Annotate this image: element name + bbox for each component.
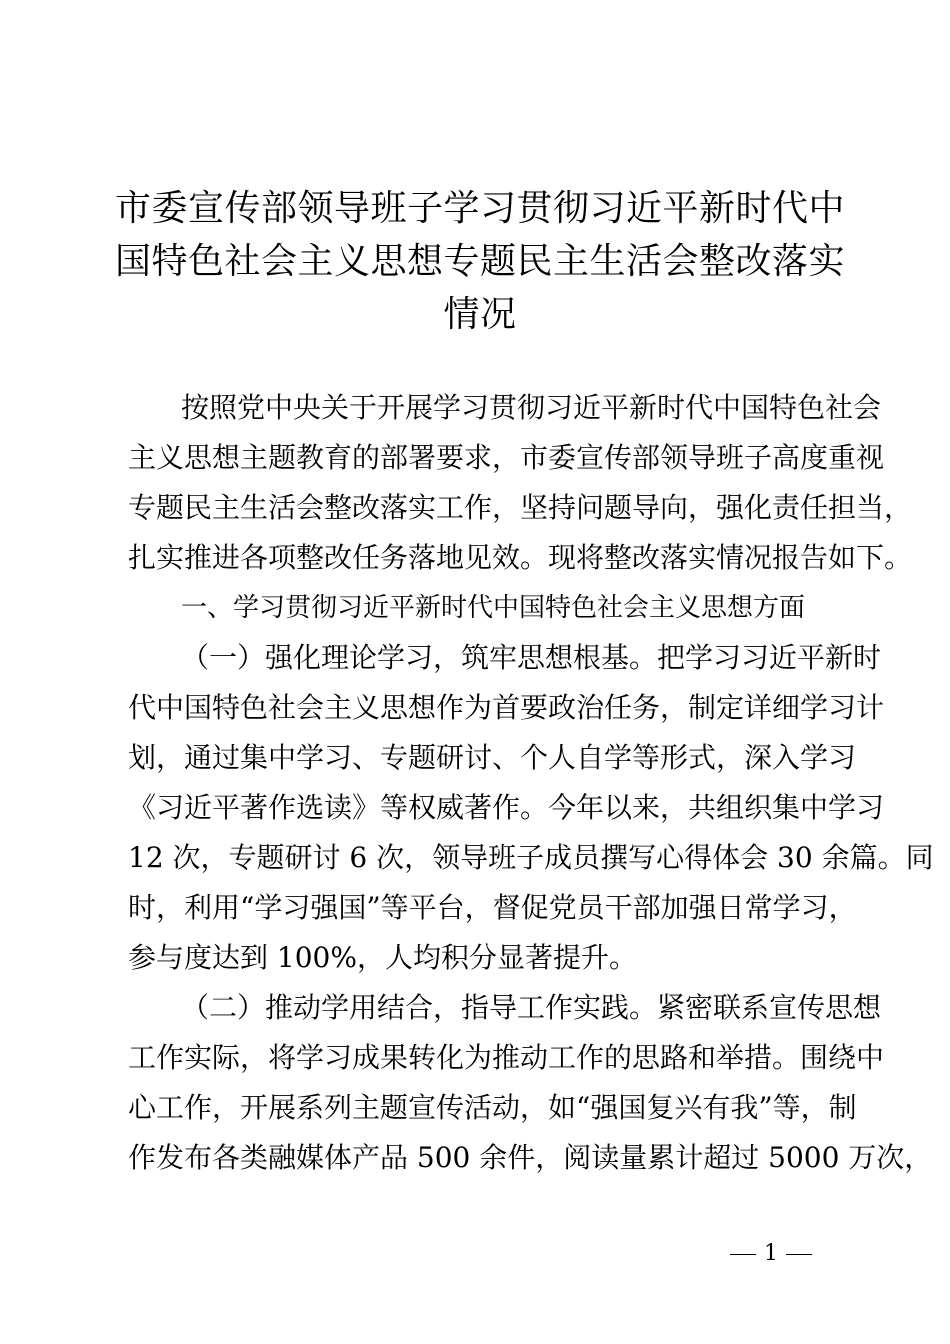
text-line: （二）推动学用结合，指导工作实践。紧密联系宣传思想 (181, 991, 882, 1024)
left-dash (730, 1254, 756, 1255)
text-line: 心工作，开展系列主题宣传活动，如“强国复兴有我”等，制 (128, 1091, 857, 1124)
heading-line: 一、学习贯彻习近平新时代中国特色社会主义思想方面 (181, 593, 806, 623)
text-line: 参与度达到 100%，人均积分显著提升。 (128, 941, 637, 974)
text-line: 作发布各类融媒体产品 500 余件，阅读量累计超过 5000 万次， (128, 1141, 933, 1174)
page-number: 1 (764, 1241, 778, 1266)
page-number-footer (722, 1240, 820, 1268)
document-body (128, 383, 934, 1183)
paragraph-theory-study (128, 633, 934, 983)
title-line: 情况 (443, 294, 517, 335)
text-line: 12 次，专题研讨 6 次，领导班子成员撰写心得体会 30 余篇。同 (128, 841, 934, 874)
paragraph-intro (128, 383, 913, 583)
right-dash (786, 1254, 812, 1255)
text-line: 划，通过集中学习、专题研讨、个人自学等形式，深入学习 (128, 741, 857, 774)
title-line: 国特色社会主义思想专题民主生活会整改落实 (114, 241, 845, 282)
text-line: 专题民主生活会整改落实工作，坚持问题导向，强化责任担当， (128, 491, 913, 524)
title-line: 市委宣传部领导班子学习贯彻习近平新时代中 (114, 188, 845, 229)
text-line: 扎实推进各项整改任务落地见效。现将整改落实情况报告如下。 (128, 541, 913, 574)
document-title (110, 182, 850, 341)
section-heading (128, 583, 853, 633)
text-line: 时，利用“学习强国”等平台，督促党员干部加强日常学习， (128, 891, 857, 924)
text-line: 主义思想主题教育的部署要求，市委宣传部领导班子高度重视 (128, 441, 885, 474)
text-line: 代中国特色社会主义思想作为首要政治任务，制定详细学习计 (128, 691, 885, 724)
text-line: 《习近平著作选读》等权威著作。今年以来，共组织集中学习 (128, 791, 885, 824)
text-line: （一）强化理论学习，筑牢思想根基。把学习习近平新时 (181, 641, 882, 674)
paragraph-practice (128, 983, 933, 1183)
text-line: 按照党中央关于开展学习贯彻习近平新时代中国特色社会 (181, 391, 882, 424)
text-line: 工作实际，将学习成果转化为推动工作的思路和举措。围绕中 (128, 1041, 885, 1074)
